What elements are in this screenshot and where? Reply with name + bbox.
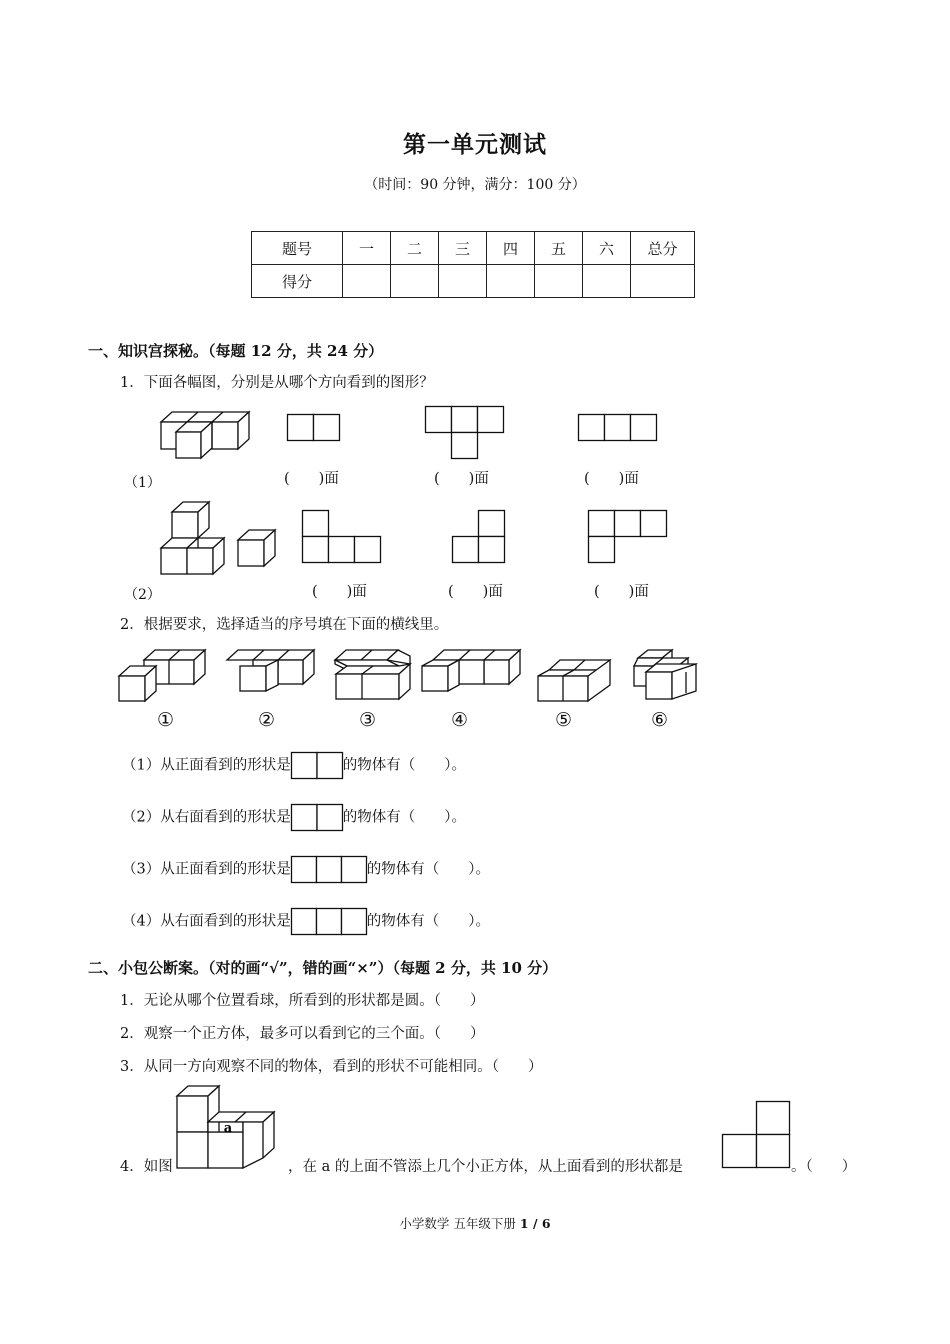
cube-figure-1 <box>158 412 258 462</box>
option-marker: ② <box>258 709 276 731</box>
page-title: 第一单元测试 <box>403 131 547 158</box>
answer-blank[interactable]: ( )面 <box>584 471 639 487</box>
answer-blank[interactable]: 的物体有（ ）。 <box>366 861 490 878</box>
score-table <box>251 231 695 298</box>
figure-label: （2） <box>124 587 161 603</box>
true-false-item-4-text: ，在 a 的上面不管添上几个小正方体，从上面看到的形状都是 <box>288 1159 683 1175</box>
table-cell: 一 <box>343 232 391 265</box>
section-heading: 一、知识宫探秘。（每题 12 分，共 24 分） <box>88 342 384 360</box>
shape-3-squares-icon <box>291 908 367 935</box>
cube-object-5 <box>536 660 612 702</box>
sub-question-text: （3）从正面看到的形状是 <box>122 861 291 878</box>
answer-blank[interactable]: 的物体有（ ）。 <box>342 757 466 774</box>
shape-2-squares-icon <box>291 804 343 831</box>
answer-blank[interactable]: 的物体有（ ）。 <box>342 809 466 826</box>
section-heading: 二、小包公断案。（对的画“√”，错的画“×”）（每题 2 分，共 10 分） <box>88 959 558 977</box>
table-cell: 题号 <box>252 232 343 265</box>
top-view-shape <box>722 1101 790 1168</box>
question-text: 2．根据要求，选择适当的序号填在下面的横线里。 <box>120 617 449 633</box>
cube-object-1 <box>118 650 206 702</box>
score-input-cell[interactable] <box>391 265 439 298</box>
score-input-cell[interactable] <box>439 265 487 298</box>
table-cell: 六 <box>583 232 631 265</box>
view-shape-3-squares <box>578 414 657 441</box>
view-shape-t <box>425 406 504 459</box>
table-cell: 四 <box>487 232 535 265</box>
score-input-cell[interactable] <box>631 265 695 298</box>
answer-blank[interactable]: 。（ ） <box>791 1159 857 1175</box>
score-input-cell[interactable] <box>583 265 631 298</box>
answer-blank[interactable]: ( )面 <box>448 584 503 600</box>
table-cell: 总分 <box>631 232 695 265</box>
answer-blank[interactable]: ( )面 <box>594 584 649 600</box>
true-false-item-4-prefix: 4．如图 <box>120 1159 173 1175</box>
sub-question <box>122 856 490 883</box>
option-marker: ⑥ <box>651 709 669 731</box>
figure-label: （1） <box>124 475 161 491</box>
shape-3-squares-icon <box>291 856 367 883</box>
table-cell: 五 <box>535 232 583 265</box>
view-shape-step <box>452 510 505 563</box>
question-text: 1．下面各幅图，分别是从哪个方向看到的图形？ <box>120 375 434 391</box>
option-marker: ⑤ <box>555 709 573 731</box>
footer-text: 小学数学 五年级下册 <box>399 1216 516 1231</box>
shape-2-squares-icon <box>291 752 343 779</box>
cube-figure-2 <box>160 502 278 575</box>
page-number: 1 / 6 <box>519 1216 551 1231</box>
sub-question-text: （4）从右面看到的形状是 <box>122 913 291 930</box>
option-marker: ③ <box>359 709 377 731</box>
table-cell: 得分 <box>252 265 343 298</box>
cube-object-6 <box>632 650 700 700</box>
cube-object-3 <box>334 650 412 700</box>
answer-blank[interactable]: ( )面 <box>312 584 367 600</box>
true-false-item[interactable]: 2．观察一个正方体，最多可以看到它的三个面。（ ） <box>120 1026 485 1042</box>
view-shape-2-squares <box>287 414 340 441</box>
cube-object-4 <box>420 650 522 692</box>
answer-blank[interactable]: 的物体有（ ）。 <box>366 913 490 930</box>
view-shape-l <box>302 510 381 563</box>
option-marker: ④ <box>451 709 469 731</box>
sub-question-text: （2）从右面看到的形状是 <box>122 809 291 826</box>
view-shape-gamma <box>588 510 667 563</box>
sub-question <box>122 804 466 831</box>
table-cell: 二 <box>391 232 439 265</box>
sub-question-text: （1）从正面看到的形状是 <box>122 757 291 774</box>
cube-object-2 <box>226 650 316 692</box>
answer-blank[interactable]: ( )面 <box>284 471 339 487</box>
option-marker: ① <box>157 709 175 731</box>
sub-question <box>122 752 466 779</box>
page-footer <box>0 1214 950 1232</box>
score-input-cell[interactable] <box>343 265 391 298</box>
cube-label-a: a <box>223 1121 233 1136</box>
true-false-item[interactable]: 1．无论从哪个位置看球，所看到的形状都是圆。（ ） <box>120 993 485 1009</box>
score-table-score-row <box>252 265 695 298</box>
score-table-header-row <box>252 232 695 265</box>
score-input-cell[interactable] <box>487 265 535 298</box>
page-subtitle: （时间：90 分钟，满分：100 分） <box>364 177 586 193</box>
table-cell: 三 <box>439 232 487 265</box>
score-input-cell[interactable] <box>535 265 583 298</box>
cube-figure-q4 <box>176 1086 276 1170</box>
true-false-item[interactable]: 3．从同一方向观察不同的物体，看到的形状不可能相同。（ ） <box>120 1059 543 1075</box>
sub-question <box>122 908 490 935</box>
answer-blank[interactable]: ( )面 <box>434 471 489 487</box>
